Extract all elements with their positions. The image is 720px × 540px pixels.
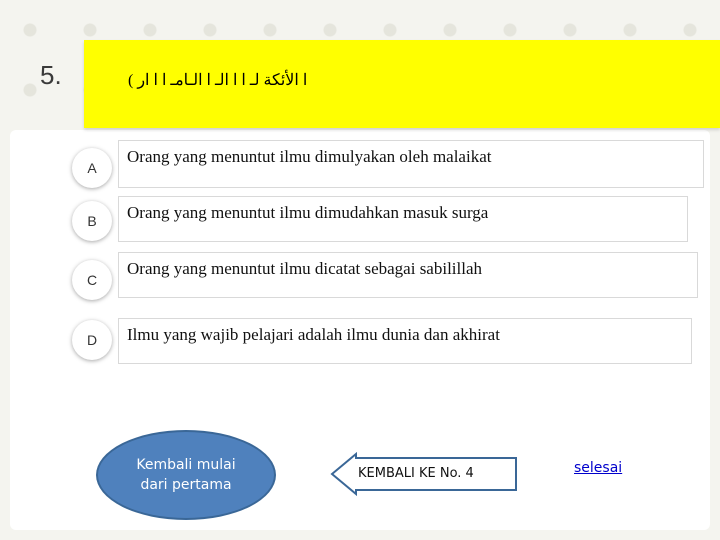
option-b-text[interactable]: Orang yang menuntut ilmu dimudahkan masuk surga	[118, 196, 688, 242]
option-b-button[interactable]: B	[72, 201, 112, 241]
option-d-button[interactable]: D	[72, 320, 112, 360]
option-a-text[interactable]: Orang yang menuntut ilmu dimulyakan oleh malaikat	[118, 140, 704, 188]
finish-link[interactable]: selesai	[574, 460, 623, 476]
option-d-text[interactable]: Ilmu yang wajib pelajari adalah ilmu dunia dan akhirat	[118, 318, 692, 364]
restart-label: Kembali mulai dari pertama	[136, 457, 236, 493]
question-number: 5.	[40, 60, 62, 90]
option-c-text[interactable]: Orang yang menuntut ilmu dicatat sebagai sabilillah	[118, 252, 698, 298]
option-c-button[interactable]: C	[72, 260, 112, 300]
back-label: KEMBALI KE No. 4	[358, 466, 474, 481]
option-a-button[interactable]: A	[72, 148, 112, 188]
restart-button[interactable]	[96, 430, 276, 520]
back-to-question-4-button[interactable]	[330, 452, 520, 496]
question-text: ا الأئكة لـ ا ا الـ ا الـامـ ا ا ار )	[128, 72, 308, 89]
